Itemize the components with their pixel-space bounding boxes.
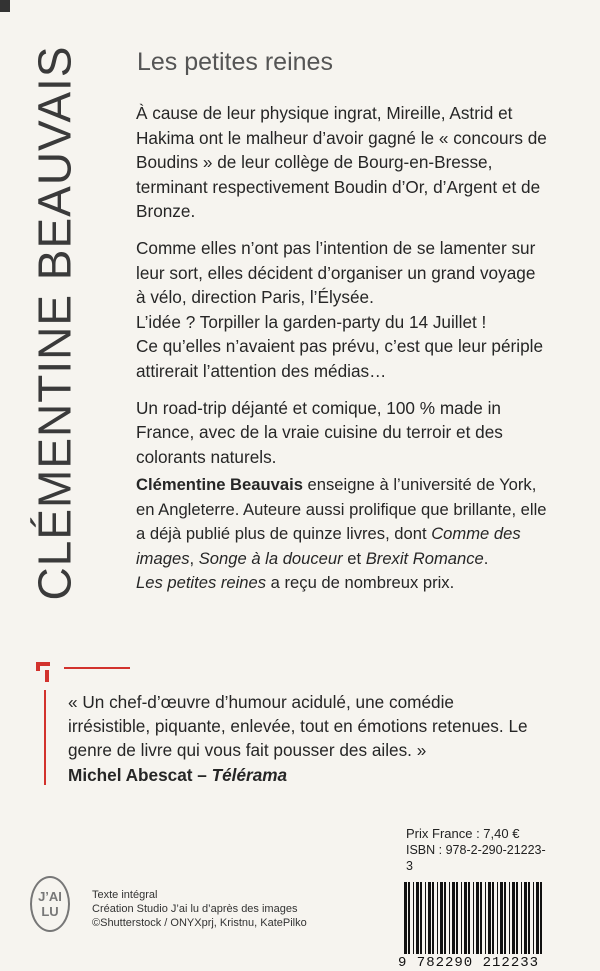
- barcode-bar: [509, 882, 510, 954]
- author-vertical: [28, 38, 80, 608]
- logo-line-2: LU: [41, 904, 59, 919]
- price-box: [398, 826, 548, 971]
- blurb-paragraph-2: [136, 236, 548, 384]
- barcode-bar: [524, 882, 527, 954]
- barcode-bar: [425, 882, 426, 954]
- blurb-p2-line-2: L’idée ? Torpiller la garden-party du 14 Juillet !: [136, 311, 487, 332]
- barcode-bar: [521, 882, 522, 954]
- quote-dash: –: [192, 764, 212, 785]
- barcode-bar: [449, 882, 450, 954]
- barcode-bar: [468, 882, 470, 954]
- bio-author-name: Clémentine Beauvais: [136, 475, 303, 494]
- bio-sep-2: et: [342, 548, 366, 568]
- red-divider-vertical: [44, 690, 46, 785]
- credits-line-1: Texte intégral: [92, 889, 158, 901]
- price-label: Prix France : 7,40 €: [406, 826, 520, 841]
- quote-text: « Un chef-d’œuvre d’humour acidulé, une comédie irrésistible, piquante, enlevée, tout en émotions retenues. Le genre de livre qui vous fait pousser des ailes. »: [68, 692, 528, 761]
- bio-book-2: Songe à la douceur: [198, 548, 343, 568]
- barcode-bar: [432, 882, 434, 954]
- barcode-bar: [420, 882, 422, 954]
- bio-end-1: .: [483, 548, 489, 568]
- barcode-bar: [504, 882, 506, 954]
- barcode-bar: [516, 882, 518, 954]
- barcode-bar: [456, 882, 458, 954]
- quote-author: Michel Abescat: [68, 764, 193, 785]
- barcode-bar: [533, 882, 534, 954]
- bio-book-4: Les petites reines: [136, 573, 267, 593]
- barcode-bar: [416, 882, 419, 954]
- isbn-label: ISBN : 978-2-290-21223-3: [406, 843, 546, 873]
- press-quote: [68, 690, 538, 787]
- corner-mark: [0, 0, 10, 12]
- barcode-bar: [500, 882, 503, 954]
- ean-number: 9 782290 212233: [398, 955, 540, 971]
- barcode-bar: [413, 882, 414, 954]
- barcode-bar: [440, 882, 443, 954]
- barcode-bar: [536, 882, 539, 954]
- blurb-p2-line-1: Comme elles n’ont pas l’intention de se lamenter sur leur sort, elles décident d’organiser un grand voyage à vélo, direction Paris, l’Élysée.: [136, 237, 536, 308]
- barcode-bar: [512, 882, 515, 954]
- barcode-bar: [408, 882, 410, 954]
- barcode-bar: [404, 882, 407, 954]
- bio-book-1: Comme des images: [136, 524, 521, 568]
- barcode-bar: [480, 882, 482, 954]
- blurb-paragraph-3: Un road-trip déjanté et comique, 100 % made in France, avec de la vraie cuisine du terroir et des colorants naturels.: [136, 397, 503, 467]
- bio-text-2: a reçu de nombreux prix.: [266, 573, 455, 593]
- barcode-bar: [497, 882, 498, 954]
- barcode-bar: [492, 882, 494, 954]
- blurb-p2-line-3: Ce qu’elles n’avaient pas prévu, c’est que leur périple attirerait l’attention des médias…: [136, 336, 544, 381]
- bio-book-3: Brexit Romance: [365, 548, 484, 568]
- credits: [92, 888, 382, 930]
- red-divider-horizontal: [64, 667, 130, 669]
- blurb-paragraph-1: À cause de leur physique ingrat, Mireille, Astrid et Hakima ont le malheur d’avoir gagné le « concours de Boudins » de leur collège de Bourg-en-Bresse, terminant respectivement Boudin d’Or, d’Argent et de Bronze.: [136, 103, 547, 222]
- barcode-bar: [488, 882, 491, 954]
- author-name-vertical: CLÉMENTINE BEAUVAIS: [28, 45, 81, 601]
- credits-line-2: Création Studio J’ai lu d’après des images: [92, 903, 298, 915]
- barcode-bar: [437, 882, 438, 954]
- barcode-bar: [428, 882, 431, 954]
- barcode-bar: [473, 882, 474, 954]
- credits-line-3: ©Shutterstock / ONYXprj, Kristnu, KatePilko: [92, 917, 307, 929]
- barcode-bar: [528, 882, 530, 954]
- quote-attribution: [68, 763, 538, 787]
- book-title: Les petites reines: [137, 48, 333, 76]
- barcode-bar: [452, 882, 455, 954]
- quote-source: Télérama: [211, 764, 288, 785]
- barcode-bar: [540, 882, 542, 954]
- publisher-logo: [30, 876, 70, 932]
- blurb: [136, 101, 548, 481]
- barcode-icon: [398, 882, 548, 954]
- barcode-bar: [485, 882, 486, 954]
- barcode-bar: [464, 882, 467, 954]
- author-bio: [136, 473, 548, 596]
- barcode-bar: [476, 882, 479, 954]
- barcode-bar: [461, 882, 462, 954]
- bio-text-1: enseigne à l’université de York, en Angleterre. Auteure aussi prolifique que brillante, elle a déjà publié plus de quinze livres, dont: [136, 475, 547, 544]
- bio-sep-1: ,: [189, 548, 199, 568]
- barcode-bar: [444, 882, 446, 954]
- logo-line-1: J’AI: [38, 889, 62, 904]
- quote-mark-icon: [36, 662, 54, 682]
